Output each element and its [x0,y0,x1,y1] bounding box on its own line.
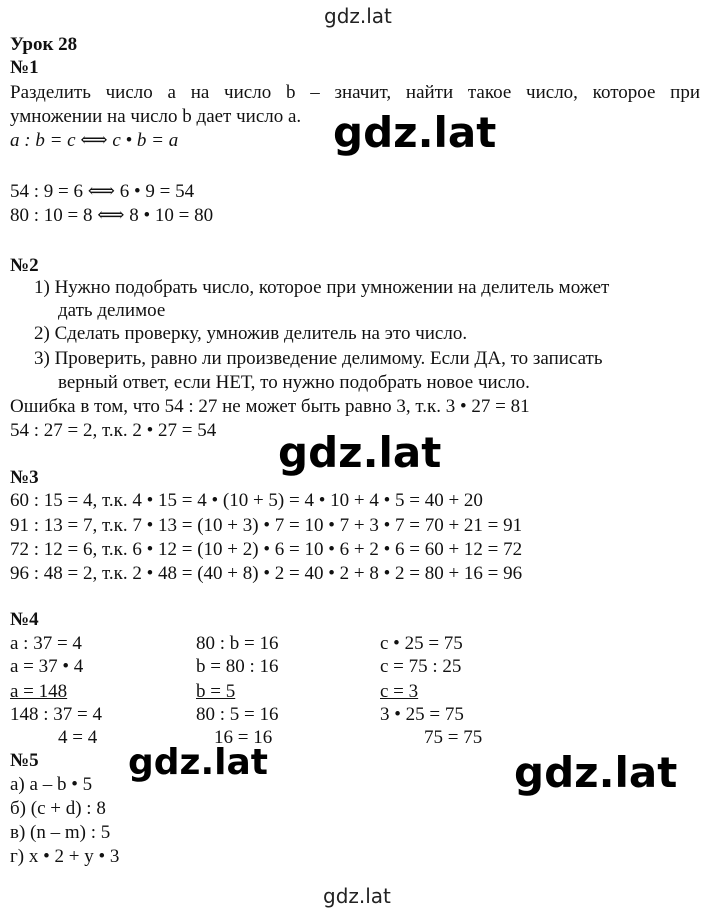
equation-b-answer: b = 5 [196,681,236,702]
section-2-step-1: 1) Нужно подобрать число, которое при умножении на делитель может [34,277,610,298]
equation-c-check: 3 • 25 = 75 [380,704,464,725]
watermark-large: gdz.lat [333,108,497,157]
section-2-step-3: 3) Проверить, равно ли произведение делимому. Если ДА, то записать [34,348,603,369]
section-3-line: 96 : 48 = 2, т.к. 2 • 48 = (40 + 8) • 2 = 40 • 2 + 8 • 2 = 80 + 16 = 96 [10,563,523,584]
section-2-heading: №2 [10,255,39,276]
section-5-expression: а) a – b • 5 [10,774,93,795]
section-5-expression: в) (n – m) : 5 [10,822,111,843]
section-4-heading: №4 [10,609,39,630]
equation-a-check-result: 4 = 4 [58,727,98,748]
watermark-large: gdz.lat [514,748,678,797]
equation-c-answer: c = 3 [380,681,419,702]
equation-b-check: 80 : 5 = 16 [196,704,279,725]
section-3-line: 60 : 15 = 4, т.к. 4 • 15 = 4 • (10 + 5) = 4 • 10 + 4 • 5 = 40 + 20 [10,490,483,511]
section-1-definition-line-2: умножении на число b дает число a. [10,106,302,127]
section-1-heading: №1 [10,57,39,78]
watermark-bottom: gdz.lat [323,884,391,908]
section-3-line: 72 : 12 = 6, т.к. 6 • 12 = (10 + 2) • 6 = 10 • 6 + 2 • 6 = 60 + 12 = 72 [10,539,523,560]
section-5-expression: г) x • 2 + y • 3 [10,846,120,867]
equation-c-step: c = 75 : 25 [380,656,462,677]
section-1-formula: a : b = c ⟺ c • b = a [10,130,179,151]
section-1-definition-line-1: Разделить число a на число b – значит, найти такое число, которое при [10,82,700,103]
section-5-expression: б) (c + d) : 8 [10,798,106,819]
section-2-step-1-cont: дать делимое [58,300,166,321]
section-2-correction: 54 : 27 = 2, т.к. 2 • 27 = 54 [10,420,217,441]
equation-a-check: 148 : 37 = 4 [10,704,102,725]
watermark-large: gdz.lat [128,742,269,783]
equation-b-step: b = 80 : 16 [196,656,279,677]
watermark-large: gdz.lat [278,428,442,477]
equation-c-check-result: 75 = 75 [424,727,483,748]
lesson-title: Урок 28 [10,34,78,55]
equation-c-step: c • 25 = 75 [380,633,463,654]
equation-a-step: a : 37 = 4 [10,633,82,654]
equation-b-check-result: 16 = 16 [214,727,273,748]
equation-a-step: a = 37 • 4 [10,656,84,677]
equation-a-answer: a = 148 [10,681,68,702]
equation-b-step: 80 : b = 16 [196,633,279,654]
watermark-top: gdz.lat [324,4,392,28]
section-2-error: Ошибка в том, что 54 : 27 не может быть равно 3, т.к. 3 • 27 = 81 [10,396,530,417]
section-2-step-2: 2) Сделать проверку, умножив делитель на это число. [34,323,468,344]
section-1-example-2: 80 : 10 = 8 ⟺ 8 • 10 = 80 [10,205,214,226]
section-3-line: 91 : 13 = 7, т.к. 7 • 13 = (10 + 3) • 7 = 10 • 7 + 3 • 7 = 70 + 21 = 91 [10,515,523,536]
section-3-heading: №3 [10,467,39,488]
section-5-heading: №5 [10,750,39,771]
section-1-example-1: 54 : 9 = 6 ⟺ 6 • 9 = 54 [10,181,195,202]
section-2-step-3-cont: верный ответ, если НЕТ, то нужно подобрать новое число. [58,372,530,393]
